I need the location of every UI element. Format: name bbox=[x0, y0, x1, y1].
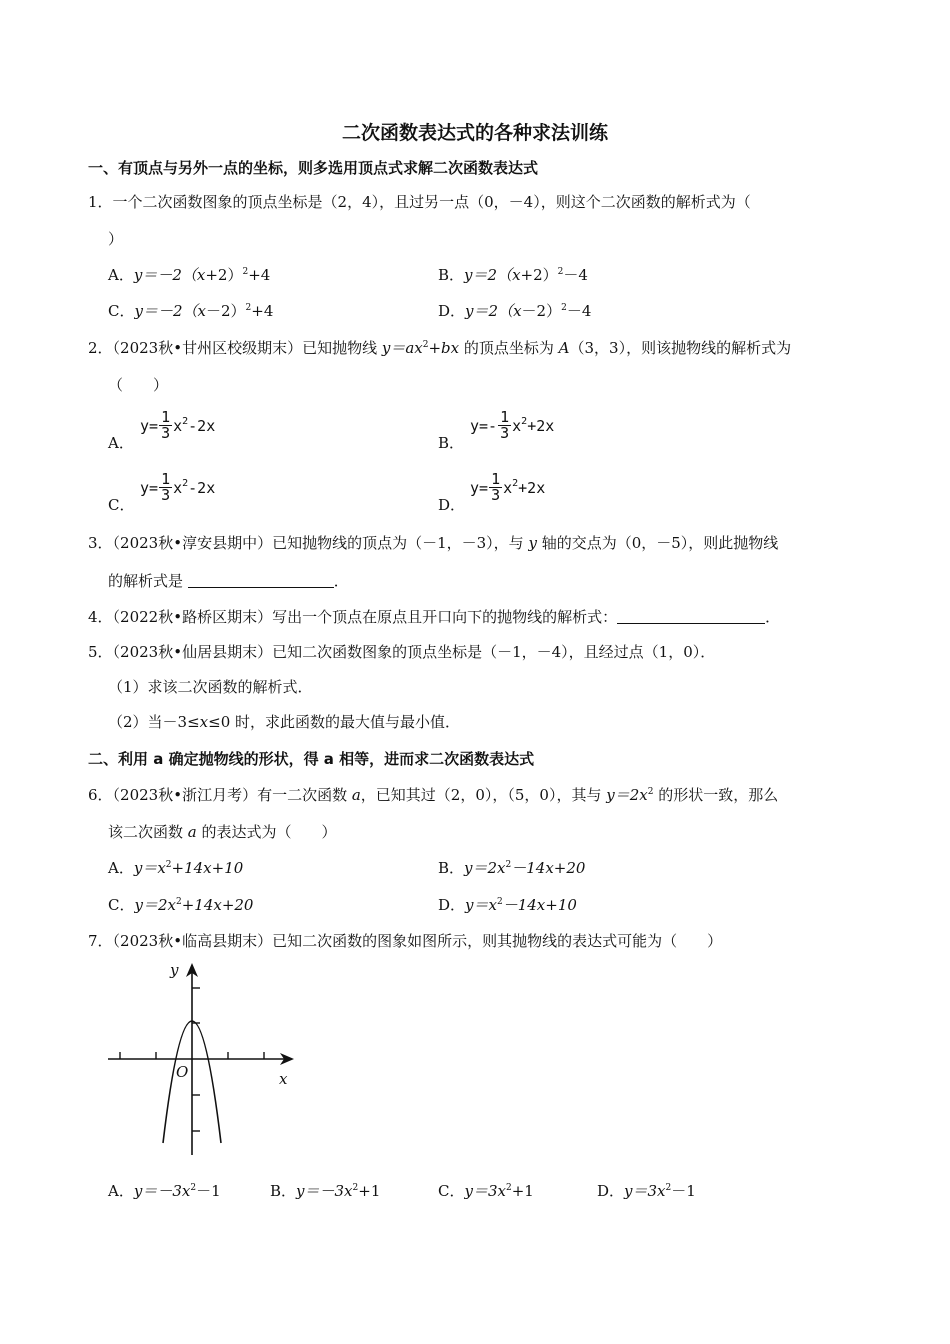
q2-option-c-label: C． bbox=[108, 496, 135, 514]
q3-stem: 3．（2023秋•淳安县期中）已知抛物线的顶点为（－1，－3），与 y 轴的交点为（0，－5），则此抛物线 bbox=[88, 534, 779, 552]
origin-label: O bbox=[176, 1063, 189, 1081]
q3-answer-blank[interactable] bbox=[188, 573, 334, 588]
section-heading-2: 二、利用 a 确定抛物线的形状，得 a 相等，进而求二次函数表达式 bbox=[88, 750, 535, 768]
q7-option-c: C．$y=3x^2+1$ bbox=[438, 1182, 534, 1200]
q2-option-b-label: B． bbox=[438, 434, 465, 452]
q2-option-c-formula: y= $\frac{1}{3}$ $x^2-2x$ bbox=[140, 470, 216, 504]
q6-option-a: A．$y=x^2+14x+10$ bbox=[108, 859, 244, 877]
q3-stem-end: 的解析式是 ． bbox=[108, 572, 349, 590]
q7-parabola-graph bbox=[100, 955, 310, 1165]
q7-stem: 7．（2023秋•临高县期末）已知二次函数的图象如图所示，则其抛物线的表达式可能为（ ） bbox=[88, 932, 723, 950]
q2-option-d-formula: y= $\frac{1}{3}$ $x^2+2x$ bbox=[470, 470, 546, 504]
y-axis-label: y bbox=[170, 961, 179, 979]
q6-option-b: B．$y=2x^2-14x+20$ bbox=[438, 859, 586, 877]
page-title: 二次函数表达式的各种求法训练 bbox=[341, 122, 608, 144]
q2-stem: 2．（2023秋•甘州区校级期末）已知抛物线 $y=ax^2+bx$ 的顶点坐标为 A（3，3），则该抛物线的解析式为 bbox=[88, 339, 792, 357]
q1-option-c: C．$y=-2(x-2)^2+4$ bbox=[108, 302, 274, 320]
q5-sub2: （2）当－3≤x≤0 时，求此函数的最大值与最小值． bbox=[108, 713, 461, 731]
q6-stem: 6．（2023秋•浙江月考）有一二次函数 a，已知其过（2，0），（5，0），其与 $y=2x^2$ 的形状一致，那么 bbox=[88, 786, 779, 804]
section-heading-1: 一、有顶点与另外一点的坐标，则多选用顶点式求解二次函数表达式 bbox=[88, 159, 539, 177]
q5-stem: 5．（2023秋•仙居县期末）已知二次函数图象的顶点坐标是（－1，－4），且经过点（1，0）． bbox=[88, 643, 716, 661]
q6-option-d: D．$y=x^2-14x+10$ bbox=[438, 896, 577, 914]
q2-option-a-formula: y= $\frac{1}{3}$ $x^2-2x$ bbox=[140, 408, 216, 442]
q6-stem-end: 该二次函数 a 的表达式为（ ） bbox=[108, 823, 337, 841]
q1-stem: 1．一个二次函数图象的顶点坐标是（2，4），且过另一点（0，－4），则这个二次函数的解析式为（ bbox=[88, 193, 751, 211]
q2-option-a-label: A． bbox=[108, 434, 134, 452]
q1-option-b: B．$y=2(x+2)^2-4$ bbox=[438, 266, 588, 284]
q1-stem-end: ） bbox=[108, 230, 124, 248]
q2-option-d-label: D． bbox=[438, 496, 466, 514]
x-axis-label: x bbox=[279, 1070, 288, 1088]
q1-option-d: D．$y=2(x-2)^2-4$ bbox=[438, 302, 592, 320]
q2-option-b-formula: y=- $\frac{1}{3}$ $x^2+2x$ bbox=[470, 408, 555, 442]
q2-stem-end: （ ） bbox=[108, 376, 169, 394]
q6-option-c: C．$y=2x^2+14x+20$ bbox=[108, 896, 254, 914]
q5-sub1: （1）求该二次函数的解析式． bbox=[108, 678, 313, 696]
q1-option-a: A．$y=-2(x+2)^2+4$ bbox=[108, 266, 271, 284]
q7-option-a: A．$y=-3x^2-1$ bbox=[108, 1182, 221, 1200]
q4-stem: 4．（2022秋•路桥区期末）写出一个顶点在原点且开口向下的抛物线的解析式： ． bbox=[88, 608, 781, 626]
q4-answer-blank[interactable] bbox=[617, 609, 765, 624]
q7-option-b: B．$y=-3x^2+1$ bbox=[270, 1182, 381, 1200]
q7-option-d: D．$y=3x^2-1$ bbox=[597, 1182, 696, 1200]
